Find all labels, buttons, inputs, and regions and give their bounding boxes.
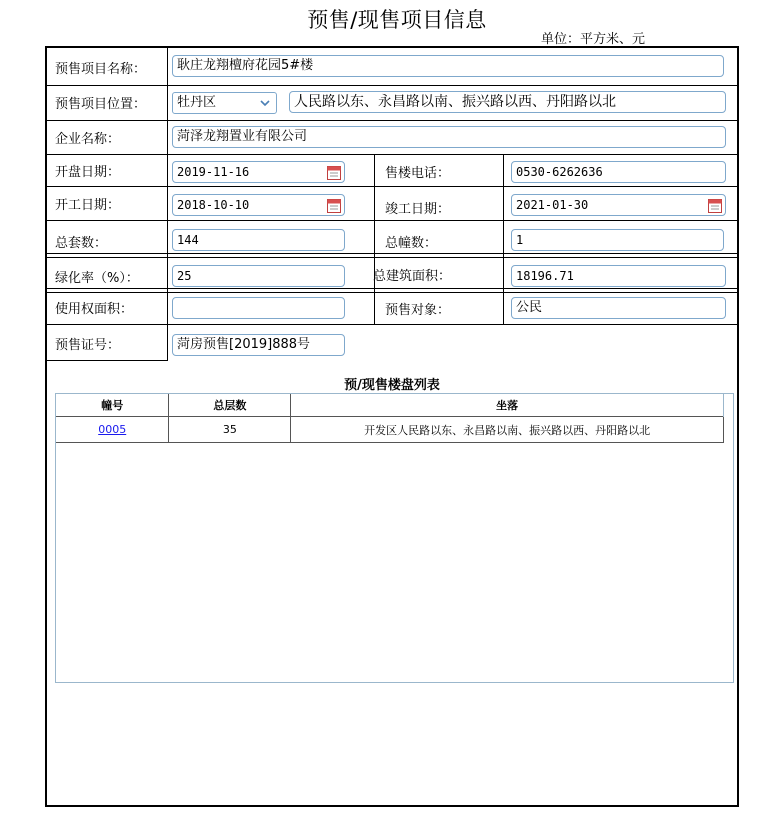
col-divider [503,154,504,324]
district-select[interactable] [172,92,277,114]
col-header-building-no: 幢号 [56,394,169,417]
row-divider [47,288,737,289]
permit-field[interactable]: 菏房预售[2019]888号 [172,334,345,356]
row-divider [47,154,737,155]
project-name-label: 预售项目名称： [55,62,147,77]
row-divider [47,253,737,254]
row-divider [47,257,737,258]
target-label: 预售对象： [385,303,451,318]
total-units-field[interactable]: 144 [172,229,345,251]
building-no-cell [56,417,169,443]
open-date-field[interactable] [172,161,345,183]
list-title: 预/现售楼盘列表 [344,378,440,393]
table-row [56,417,724,443]
finish-date-value: 2021-01-30 [516,198,589,212]
row-divider [47,220,737,221]
col-header-floors: 总层数 [169,394,291,417]
total-buildings-label: 总幢数： [385,236,438,251]
open-date-label: 开盘日期： [55,165,121,180]
open-date-value: 2019-11-16 [177,165,250,179]
row-divider [47,186,737,187]
building-link[interactable]: 0005 [98,423,127,436]
company-label: 企业名称： [55,132,121,147]
project-name-field[interactable]: 耿庄龙翔檀府花园5#楼 [172,55,724,77]
unit-note: 单位：平方米、元 [541,32,646,47]
row-divider [47,292,737,293]
phone-field[interactable]: 0530-6262636 [511,161,726,183]
start-date-value: 2018-10-10 [177,198,250,212]
permit-label: 预售证号： [55,338,121,353]
calendar-icon[interactable] [708,198,722,213]
project-info-form [45,46,739,807]
col-header-location: 坐落 [291,394,724,417]
use-right-area-label: 使用权面积： [55,302,134,317]
company-field[interactable]: 菏泽龙翔置业有限公司 [172,126,726,148]
use-right-area-field[interactable] [172,297,345,319]
total-buildings-field[interactable]: 1 [511,229,724,251]
row-divider [47,324,737,325]
total-area-label: 总建筑面积： [373,269,452,284]
district-value: 牡丹区 [177,95,217,110]
start-date-field[interactable] [172,194,345,216]
phone-label: 售楼电话： [385,166,451,181]
green-rate-field[interactable]: 25 [172,265,345,287]
calendar-icon[interactable] [327,165,341,180]
finish-date-field[interactable] [511,194,726,216]
target-field[interactable]: 公民 [511,297,726,319]
table-scroll-edge [723,394,733,417]
location-cell: 开发区人民路以东、永昌路以南、振兴路以西、丹阳路以北 [291,417,724,443]
green-rate-label: 绿化率（%）： [55,271,139,286]
address-field[interactable]: 人民路以东、永昌路以南、振兴路以西、丹阳路以北 [289,91,726,113]
finish-date-label: 竣工日期： [385,202,451,217]
page-title: 预售/现售项目信息 [307,8,487,32]
row-divider [47,360,167,361]
start-date-label: 开工日期： [55,198,121,213]
row-divider [47,85,737,86]
table-header-row [56,394,724,417]
chevron-down-icon [260,98,270,108]
total-units-label: 总套数： [55,236,108,251]
col-divider [167,48,168,361]
project-location-label: 预售项目位置： [55,97,147,112]
total-area-field[interactable]: 18196.71 [511,265,726,287]
row-divider [47,120,737,121]
building-list [55,393,734,683]
floors-cell: 35 [169,417,291,443]
building-table [56,394,724,443]
calendar-icon[interactable] [327,198,341,213]
col-divider [374,154,375,324]
